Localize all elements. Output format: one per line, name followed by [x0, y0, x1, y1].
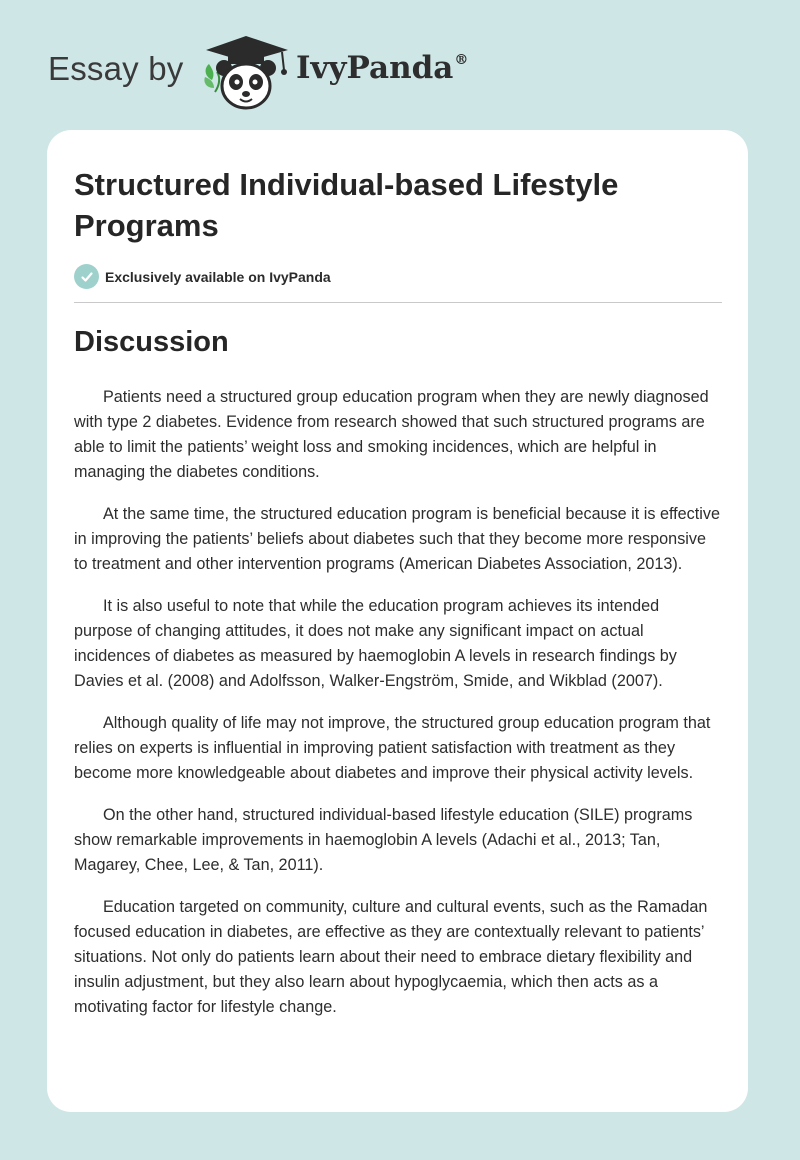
article-title: Structured Individual-based Lifestyle Programs [74, 167, 619, 243]
paragraph: At the same time, the structured education program is beneficial because it is effective in improving the patients’ beliefs about diabetes such that they become more responsive to treatment and other intervention programs (American Diabetes Association, 2013). [74, 505, 720, 573]
brand-name[interactable] [296, 50, 468, 86]
divider [74, 302, 722, 303]
paragraph: On the other hand, structured individual-based lifestyle education (SILE) programs show remarkable improvements in haemoglobin A levels (Adachi et al., 2013; Tan, Magarey, Chee, Lee, & Tan, 2011). [74, 806, 693, 874]
panda-graduation-cap-logo-icon[interactable] [200, 32, 292, 112]
paragraph: Although quality of life may not improve, the structured group education program that relies on experts is influential in improving patient satisfaction with treatment as they become more knowledgeable about diabetes and improve their physical activity levels. [74, 714, 711, 782]
paragraph: It is also useful to note that while the education program achieves its intended purpose of changing attitudes, it does not make any significant impact on actual incidences of diabetes as measured by haemoglobin A levels in research findings by Davies et al. (2008) and Adolfsson, Walker-Engström, Smide, and Wikblad (2007). [74, 597, 677, 690]
exclusive-label: Exclusively available on IvyPanda [105, 268, 331, 285]
registered-mark: ® [454, 52, 469, 68]
article-body [74, 385, 722, 1037]
site-header [0, 0, 800, 120]
check-circle-icon [74, 264, 99, 289]
essay-by-label: Essay by [48, 50, 184, 87]
section-heading: Discussion [74, 326, 229, 358]
brand-name-text: IvyPanda [296, 50, 454, 86]
article-card [47, 130, 748, 1112]
exclusive-badge [74, 264, 331, 289]
paragraph: Patients need a structured group education program when they are newly diagnosed with type 2 diabetes. Evidence from research showed that such structured programs are able to limit the patients’ weight loss and smoking incidences, which are helpful in managing the diabetes conditions. [74, 388, 709, 481]
paragraph: Education targeted on community, culture and cultural events, such as the Ramadan focused education in diabetes, are effective as they are contextually relevant to patients’ situations. Not only do patients learn about their need to embrace dietary flexibility and insulin adjustment, but they also learn about hypoglycaemia, which then acts as a motivating factor for lifestyle change. [74, 898, 708, 1016]
